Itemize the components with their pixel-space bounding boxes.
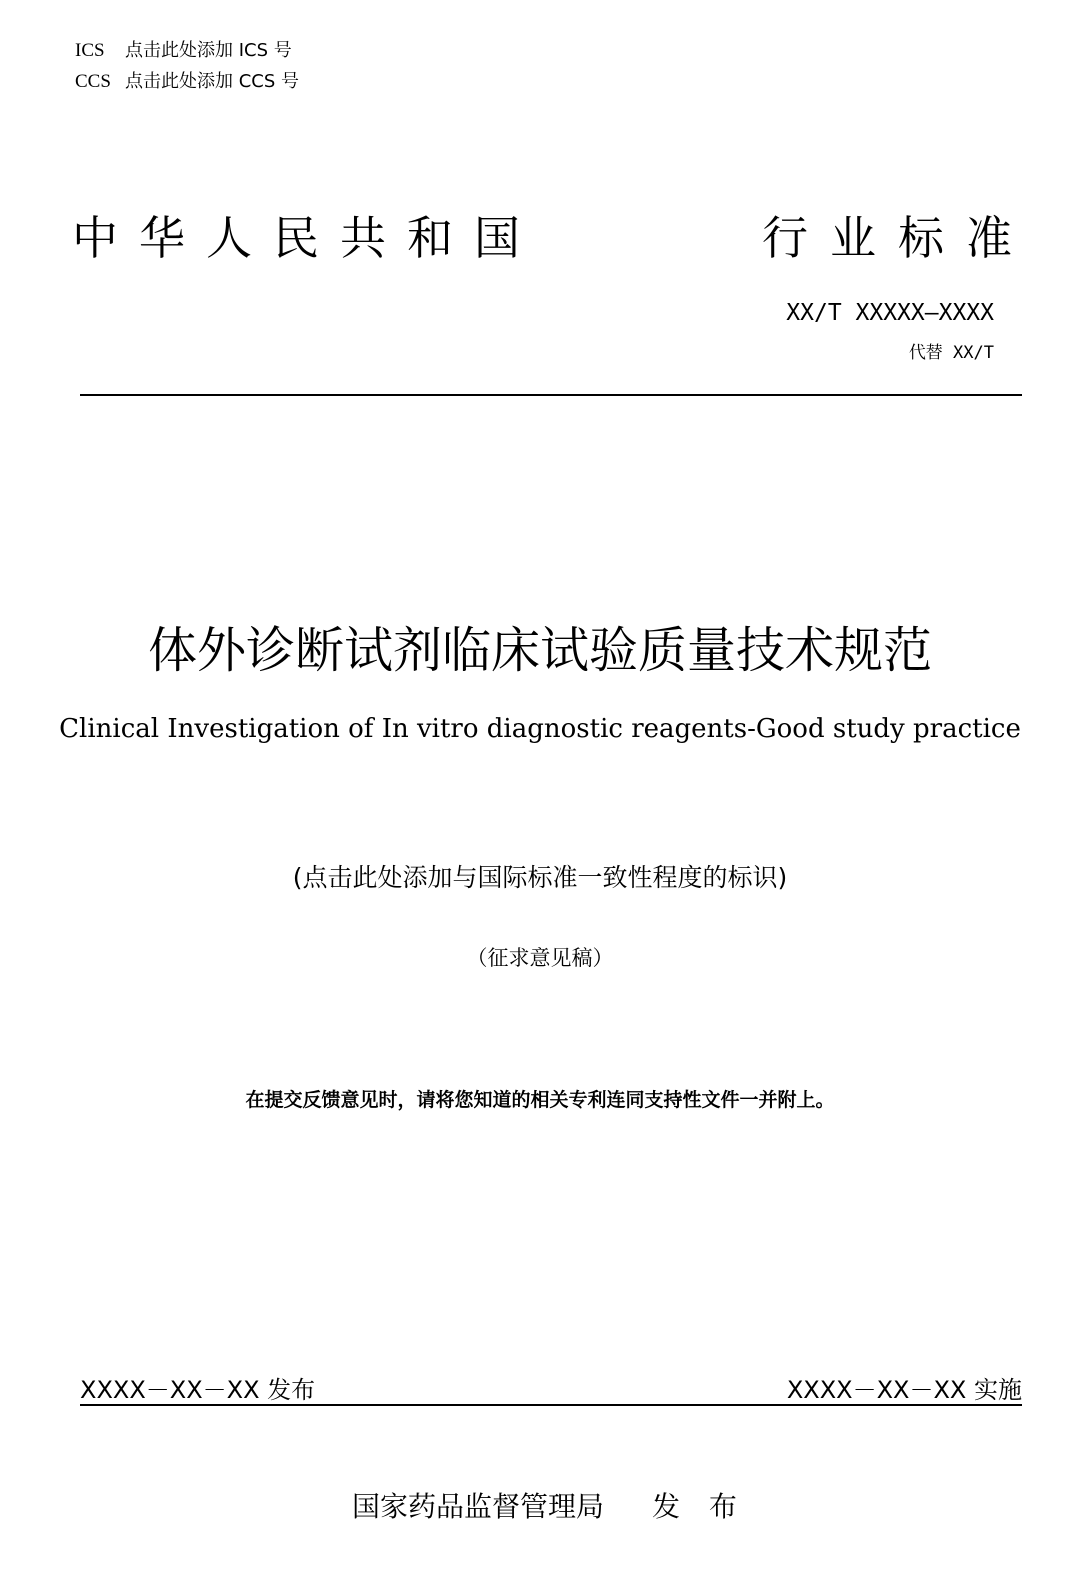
ccs-line bbox=[75, 67, 299, 93]
publish-date: XXXX－XX－XX 发布 bbox=[80, 1376, 316, 1404]
draft-status: （征求意见稿） bbox=[466, 946, 614, 970]
replaces-standard: 代替 XX/T bbox=[908, 343, 994, 363]
header-divider bbox=[80, 394, 1022, 396]
ccs-label: CCS bbox=[75, 71, 111, 92]
implement-date: XXXX－XX－XX 实施 bbox=[786, 1376, 1022, 1404]
ics-line bbox=[75, 36, 292, 62]
ccs-placeholder[interactable]: 点击此处添加 CCS 号 bbox=[125, 71, 300, 92]
ics-label: ICS bbox=[75, 40, 105, 61]
issuing-authority: 国家药品监督管理局 bbox=[352, 1490, 605, 1523]
patent-notice: 在提交反馈意见时，请将您知道的相关专利连同支持性文件一并附上。 bbox=[245, 1089, 835, 1111]
footer-divider bbox=[80, 1404, 1022, 1406]
consistency-placeholder[interactable]: (点击此处添加与国际标准一致性程度的标识) bbox=[292, 863, 788, 892]
ics-placeholder[interactable]: 点击此处添加 ICS 号 bbox=[125, 40, 292, 61]
title-english: Clinical Investigation of In vitro diagnostic reagents-Good study practice bbox=[59, 714, 1021, 744]
issue-action: 发 布 bbox=[652, 1490, 747, 1523]
title-chinese: 体外诊断试剂临床试验质量技术规范 bbox=[147, 622, 932, 679]
standard-type: 行 业 标 准 bbox=[762, 211, 1012, 265]
country-name: 中 华 人 民 共 和 国 bbox=[72, 211, 520, 265]
standard-number: XX/T XXXXX—XXXX bbox=[786, 300, 994, 326]
